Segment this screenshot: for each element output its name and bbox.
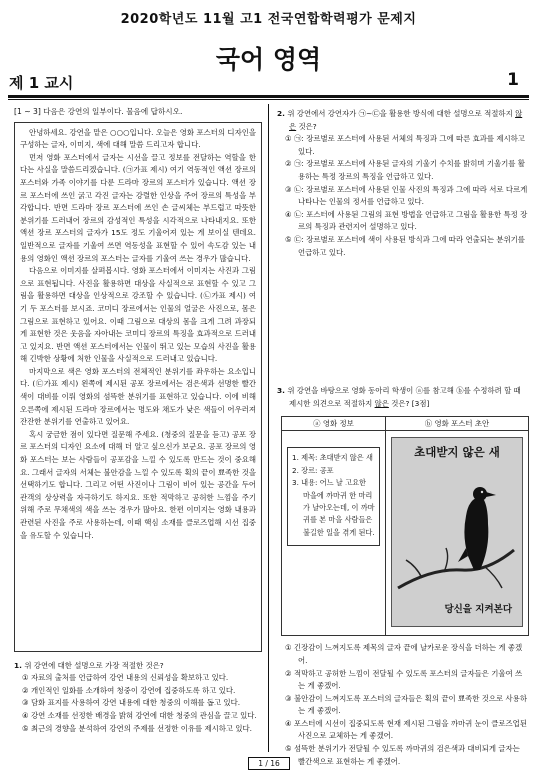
poster-title: 초대받지 않은 새	[414, 445, 500, 460]
poster-tagline: 당신을 지켜본다	[444, 603, 512, 615]
answer-option[interactable]: ② ㉠: 장르별로 포스터에 사용된 글자의 기울기 수치를 밝히며 기울기를 활용하는 특정 장르의 특징을 언급하고 있다.	[285, 159, 525, 181]
exam-header: 2020학년도 11월 고1 전국연합학력평가 문제지	[120, 12, 417, 27]
poster-draft-column	[386, 417, 528, 635]
right-column	[277, 108, 529, 768]
page-number: 1	[507, 70, 519, 90]
session-label: 제 1 교시	[9, 74, 74, 92]
lecture-passage	[14, 122, 262, 652]
answer-option[interactable]: ② 개인적인 일화를 소개하여 청중이 강연에 집중하도록 하고 있다.	[22, 685, 236, 695]
answer-option[interactable]: ④ 포스터에 시선이 집중되도록 현재 제시된 그림을 까마귀 눈이 클로즈업된 사진으로 교체하는 게 좋겠어.	[285, 718, 527, 741]
passage-paragraph: 먼저 영화 포스터에서 글자는 시선을 끌고 정보를 전달하는 역할을 한다는 사실을 말씀드리겠습니다. (㉠가표 제시) 여기 역동적인 액션 장르의 포스터와 가족 이야기를 다룬 드라마 장르의 포스터가 있습니다. 액션 장르 포스터에 쓰인 굵고 각진 글자는 강렬한 인상을 주어 장르의 특성을 부각합니다. 반면 드라마 장르 포스터에 쓰인 손 글씨체는 부드럽고 따뜻한 분위기를 드러내어 장르의 감성적인 특성을 시각적으로 나타내지요. 또한 액션 장르 포스터의 글자가 15도 정도 기울어져 있는 게 보이실 텐데요. 일반적으로 글자를 기울여 쓰면 역동성을 표현할 수 있어 속도감 있는 내용의 영화인 액션 장르의 포스터는 글자를 기울여 쓰는 경우가 많습니다.	[20, 152, 256, 263]
answer-option[interactable]: ④ ㉡: 포스터에 사용된 그림의 표현 방법을 언급하고 그림을 활용한 특정 장르의 특징과 관련지어 설명하고 있다.	[285, 209, 528, 232]
question-stem: 3. 위 강연을 바탕으로 영화 동아리 학생이 ⓐ를 참고해 ⓑ를 수정하려 할 때 제시한 의견으로 적절하지 않은 것은? [3점]	[277, 386, 521, 408]
answer-option[interactable]: ① 자료의 출처를 언급하여 강연 내용의 신뢰성을 확보하고 있다.	[22, 673, 229, 683]
question-3	[277, 385, 529, 768]
movie-info-box	[287, 447, 380, 546]
answer-option[interactable]: ① 긴장감이 느껴지도록 제목의 글자 끝에 날카로운 장식을 더하는 게 좋겠어.	[285, 643, 523, 665]
passage-paragraph: 안녕하세요. 강연을 맡은 ○○○입니다. 오늘은 영화 포스터의 디자인을 구성하는 글자, 이미지, 색에 대해 말씀 드리고자 합니다.	[20, 127, 256, 150]
info-line: 1. 제목: 초대받지 않은 새	[292, 453, 373, 463]
passage-paragraph: 혹시 궁금한 점이 있다면 질문해 주세요. (청중의 질문을 듣고) 공포 장르 포스터의 디자인 요소에 대해 더 알고 싶으신가 보군요. 공포 장르의 영화 포스터는 보는 사람들이 공포감을 느낄 수 있도록 만드는 것이 중요해요. 그래서 글자의 서체는 불안감을 느낄 수 있도록 획의 끝이 뾰족한 것을 선택하기도 합니다. 그리고 어떤 사진이나 그림이 비어 있는 공간을 두어 관객의 상상력을 자극하기도 하지요. 또한 적막하고 공허한 느낌을 주기 위해 주로 무채색의 색을 쓰는 경우가 많아요. 한편 이미지는 영화 내용과 관련된 사진을 주로 사용하는데, 이때 핵심 소재를 클로즈업해 시선 집중을 유도할 수 있습니다.	[20, 429, 256, 540]
subject-title: 국어 영역	[215, 45, 322, 74]
answer-option[interactable]: ⑤ 섬뜩한 분위기가 전달될 수 있도록 까마귀의 검은색과 대비되게 글자는 빨간색으로 표현하는 게 좋겠어.	[285, 744, 520, 766]
question-1	[14, 660, 262, 736]
answer-option[interactable]: ⑤ ㉢: 장르별로 포스터에 색이 사용된 방식과 그에 따라 연출되는 분위기를 언급하고 있다.	[285, 234, 525, 257]
column-divider	[268, 104, 269, 752]
answer-option[interactable]: ③ 불안감이 느껴지도록 포스터의 글자들은 획의 끝이 뾰족한 것으로 사용하는 게 좋겠어.	[285, 693, 527, 716]
question-stem: 2. 위 강연에서 강연자가 ㉠~㉢을 활용한 방식에 대한 설명으로 적절하지 않은 것은?	[277, 109, 523, 131]
passage-paragraph: 다음으로 이미지를 살펴봅시다. 영화 포스터에서 이미지는 사진과 그림으로 표현됩니다. 사진을 활용하면 대상을 사실적으로 표현할 수 있고 그림을 활용하면 대상을 인상적으로 강조할 수 있습니다. (㉡가표 제시) 여기 두 포스터를 보시죠. 코미디 장르에서는 인물의 얼굴은 사진으로, 몸은 그림으로 표현하고 있어요. 이때 그림으로 대상의 몸을 크게 그려 과장되게 표현한 것은 웃음을 자아내는 코미디 장르의 특징을 효과적으로 드러내고 있지요. 반면 액션 포스터에서는 인물이 뛰고 있는 모습의 사진을 활용해 긴박한 상황에 처한 인물을 사실적으로 드러내고 있습니다.	[20, 266, 256, 364]
left-column	[14, 106, 262, 735]
table-header: ⓐ 영화 정보	[282, 417, 385, 431]
poster-draft	[391, 437, 523, 627]
answer-option[interactable]: ③ 담화 표지를 사용하여 강연 내용에 대한 청중의 이해를 돕고 있다.	[22, 698, 241, 708]
answer-option[interactable]: ① ㉠: 장르별로 포스터에 사용된 서체의 특징과 그에 따른 효과를 제시하고 있다.	[285, 134, 525, 156]
table-header: ⓑ 영화 포스터 초안	[386, 417, 528, 431]
crow-on-branch-illustration	[392, 438, 520, 627]
footer-page-indicator: 1 / 16	[248, 757, 290, 770]
info-line: 2. 장르: 공포	[292, 465, 334, 475]
header-rule-thin	[8, 99, 529, 100]
answer-option[interactable]: ④ 강연 소재를 선정한 배경을 밝혀 강연에 대한 청중의 관심을 끌고 있다.	[22, 710, 257, 720]
movie-info-column	[282, 417, 386, 635]
passage-paragraph: 마지막으로 색은 영화 포스터의 전체적인 분위기를 좌우하는 요소입니다. (㉢가표 제시) 왼쪽에 제시된 공포 장르에서는 검은색과 선명한 빨간색이 대비를 이뤄 영화의 섬뜩한 분위기를 표현하고 있습니다. 이에 비해 오른쪽에 제시된 드라마 장르에서는 명도와 채도가 낮은 색들이 어우러져 잔잔한 분위기를 연출하고 있어요.	[20, 366, 256, 427]
instruction: [1 ~ 3] 다음은 강연의 일부이다. 물음에 답하시오.	[14, 107, 183, 116]
info-line: 3. 내용: 어느 날 고요한 마을에 까마귀 한 마리가 날아오는데, 이 까마귀를 본 마을 사람들은 불길한 일을 겪게 된다.	[292, 478, 375, 537]
answer-option[interactable]: ② 적막하고 공허한 느낌이 전달될 수 있도록 포스터의 글자들은 기울여 쓰는 게 좋겠어.	[285, 668, 523, 691]
question-stem: 1. 위 강연에 대한 설명으로 가장 적절한 것은?	[14, 660, 164, 670]
reference-table	[281, 416, 529, 636]
answer-option[interactable]: ⑤ 최근의 경향을 분석하여 강연의 주제를 선정한 이유를 제시하고 있다.	[22, 723, 253, 733]
header-rule-thick	[8, 95, 529, 98]
question-2	[277, 108, 529, 259]
answer-option[interactable]: ③ ㉡: 장르별로 포스터에 사용된 인물 사진의 특징과 그에 따라 서로 다르게 나타나는 인물의 정서를 언급하고 있다.	[285, 184, 528, 207]
